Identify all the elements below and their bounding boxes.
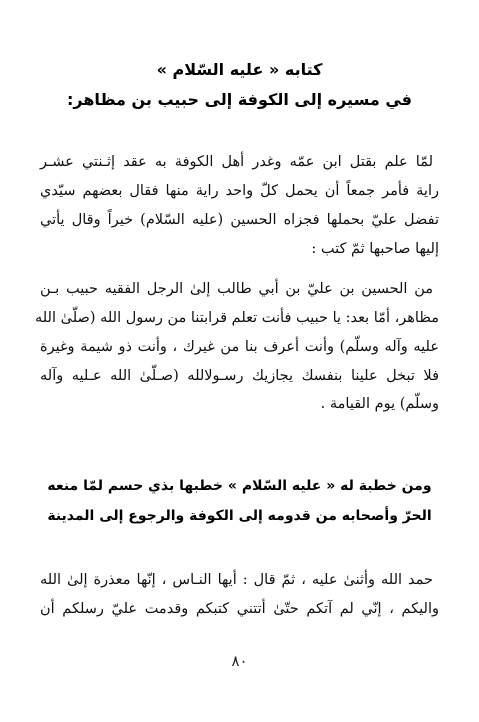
page-number: ٨٠	[231, 652, 248, 670]
paragraph-2-line-3: عليه وآله وسلّم) وأنت أعرف بنا من غيرك ، وأنت ذو شيمة وغيرة	[40, 339, 439, 355]
paragraph-2-line-1: من الحسين بن عليّ بن أبي طالب إلىٰ الرجل الفقيه حبيب بـن	[40, 281, 433, 297]
paragraph-1-line-4: إليها صاحبها ثمّ كتب :	[311, 241, 439, 257]
section-subtitle-letter: في مسيره إلى الكوفة إلى حبيب بن مظاهر:	[66, 90, 413, 109]
section-title-letter: كتابه « عليه السّلام »	[156, 60, 323, 79]
paragraph-1-line-1: لمّا علم بقتل ابن عمّه وغدر أهل الكوفة به عقد إثـنتي عشـر	[40, 154, 433, 170]
paragraph-1-line-2: راية فأمر جمعاً أن يحمل كلّ واحد راية منها فقال بعضهم سيّدي	[40, 183, 439, 199]
section-subtitle-sermon: الحرّ وأصحابه من قدومه إلى الكوفة والرجوع إلى المدينة	[47, 508, 432, 524]
section-title-sermon: ومن خطبة له « عليه السّلام » خطبها بذي حسم لمّا منعه	[47, 478, 432, 494]
paragraph-3-line-1: حمد الله وأثنىٰ عليه ، ثمّ قال : أيها النـاس ، إنّها معذرة إلىٰ الله	[40, 572, 433, 588]
paragraph-3-line-2: واليكم ، إنّي لم آتكم حتّىٰ أتتني كتبكم وقدمت عليّ رسلكم أن	[40, 601, 439, 617]
paragraph-2-line-4: فلا تبخل علينا بنفسك يجازيك رسـولالله (صـلّىٰ الله عـليه وآله	[40, 368, 439, 384]
paragraph-1-line-3: تفضل عليّ بحملها فجزاه الحسين (عليه السّلام) خيراً وقال يأتي	[40, 212, 439, 228]
paragraph-2-line-5: وسلّم) يوم القيامة .	[320, 396, 439, 412]
paragraph-2-line-2: مظاهر، أمّا بعد: يا حبيب فأنت تعلم قرابتنا من رسول الله (صلّىٰ الله	[34, 310, 439, 326]
